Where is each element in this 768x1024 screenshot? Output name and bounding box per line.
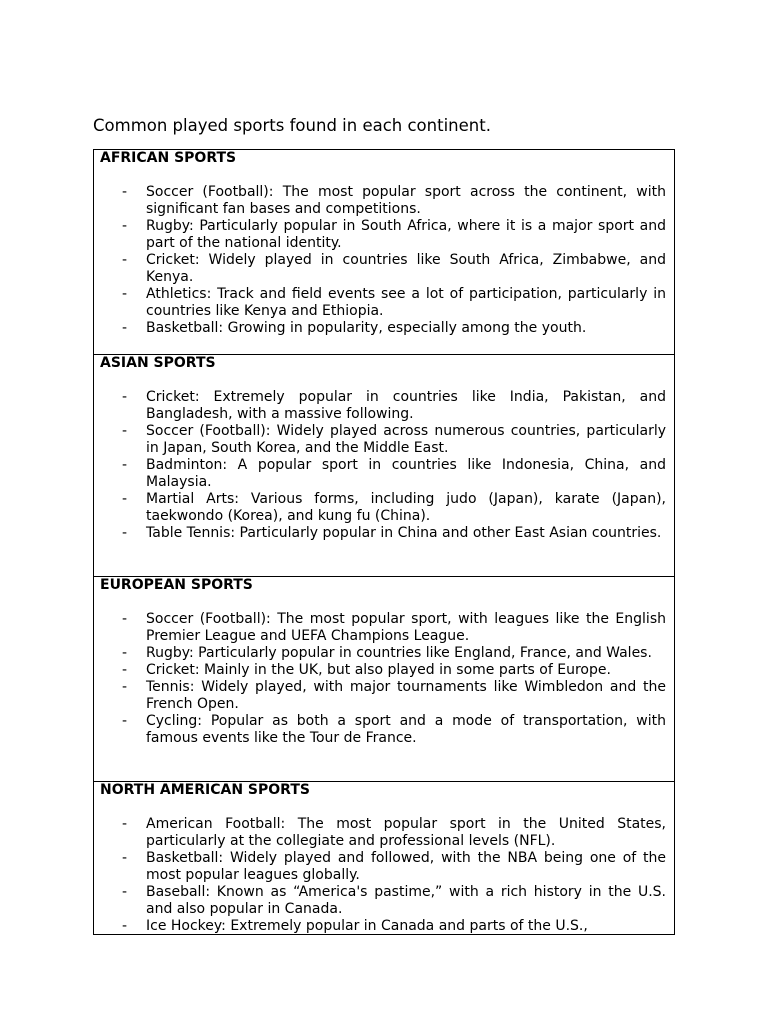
list-item [94, 286, 674, 320]
list-item [94, 491, 674, 525]
list-item [94, 662, 674, 679]
section-heading: EUROPEAN SPORTS [100, 577, 253, 593]
list-item [94, 320, 674, 337]
bullet-dash: - [122, 423, 128, 439]
sports-table [93, 149, 675, 935]
bullet-dash: - [122, 645, 128, 661]
sport-list [94, 389, 674, 542]
list-item [94, 611, 674, 645]
list-item-text: Basketball: Widely played and followed, with the NBA being one of the most popular leagues globally. [146, 850, 666, 883]
bullet-dash: - [122, 816, 128, 832]
list-item [94, 850, 674, 884]
list-item [94, 457, 674, 491]
list-item [94, 816, 674, 850]
list-item-text: Cricket: Extremely popular in countries like India, Pakistan, and Bangladesh, with a massive following. [146, 389, 666, 422]
section-european-sports [94, 577, 674, 782]
bullet-dash: - [122, 611, 128, 627]
bullet-dash: - [122, 713, 128, 729]
list-item-text: Soccer (Football): Widely played across numerous countries, particularly in Japan, South Korea, and the Middle East. [146, 423, 666, 456]
bullet-dash: - [122, 320, 128, 336]
list-item [94, 218, 674, 252]
bullet-dash: - [122, 252, 128, 268]
list-item [94, 252, 674, 286]
list-item-text: Ice Hockey: Extremely popular in Canada and parts of the U.S., [146, 918, 588, 934]
section-heading: AFRICAN SPORTS [100, 150, 237, 166]
section-north-american-sports [94, 782, 674, 934]
bullet-dash: - [122, 884, 128, 900]
bullet-dash: - [122, 918, 128, 934]
bullet-dash: - [122, 286, 128, 302]
list-item-text: Baseball: Known as “America's pastime,” with a rich history in the U.S. and also popular in Canada. [146, 884, 666, 917]
section-heading: ASIAN SPORTS [100, 355, 216, 371]
section-african-sports [94, 150, 674, 355]
bullet-dash: - [122, 457, 128, 473]
sport-list [94, 184, 674, 337]
bullet-dash: - [122, 184, 128, 200]
list-item-text: Table Tennis: Particularly popular in China and other East Asian countries. [146, 525, 662, 541]
list-item-text: Basketball: Growing in popularity, especially among the youth. [146, 320, 587, 336]
bullet-dash: - [122, 679, 128, 695]
list-item-text: Cricket: Widely played in countries like South Africa, Zimbabwe, and Kenya. [146, 252, 666, 285]
list-item-text: Martial Arts: Various forms, including judo (Japan), karate (Japan), taekwondo (Korea), and kung fu (China). [146, 491, 666, 524]
list-item-text: Badminton: A popular sport in countries like Indonesia, China, and Malaysia. [146, 457, 666, 490]
list-item [94, 679, 674, 713]
list-item-text: Tennis: Widely played, with major tournaments like Wimbledon and the French Open. [146, 679, 666, 712]
bullet-dash: - [122, 218, 128, 234]
list-item-text: Cricket: Mainly in the UK, but also played in some parts of Europe. [146, 662, 611, 678]
bullet-dash: - [122, 491, 128, 507]
list-item-text: Rugby: Particularly popular in countries like England, France, and Wales. [146, 645, 652, 661]
list-item [94, 645, 674, 662]
list-item [94, 423, 674, 457]
list-item-text: Soccer (Football): The most popular sport across the continent, with significant fan bases and competitions. [146, 184, 666, 217]
bullet-dash: - [122, 850, 128, 866]
list-item [94, 389, 674, 423]
section-heading: NORTH AMERICAN SPORTS [100, 782, 310, 798]
bullet-dash: - [122, 525, 128, 541]
section-asian-sports [94, 355, 674, 577]
list-item-text: Soccer (Football): The most popular sport, with leagues like the English Premier League and UEFA Champions League. [146, 611, 666, 644]
list-item [94, 918, 674, 934]
list-item [94, 713, 674, 747]
sport-list [94, 816, 674, 934]
document-title: Common played sports found in each continent. [93, 116, 491, 135]
list-item [94, 525, 674, 542]
list-item-text: Rugby: Particularly popular in South Africa, where it is a major sport and part of the national identity. [146, 218, 666, 251]
bullet-dash: - [122, 662, 128, 678]
list-item-text: Athletics: Track and field events see a lot of participation, particularly in countries like Kenya and Ethiopia. [146, 286, 666, 319]
list-item-text: American Football: The most popular sport in the United States, particularly at the collegiate and professional levels (NFL). [146, 816, 666, 849]
list-item [94, 184, 674, 218]
list-item [94, 884, 674, 918]
bullet-dash: - [122, 389, 128, 405]
sport-list [94, 611, 674, 747]
list-item-text: Cycling: Popular as both a sport and a mode of transportation, with famous events like the Tour de France. [146, 713, 666, 746]
